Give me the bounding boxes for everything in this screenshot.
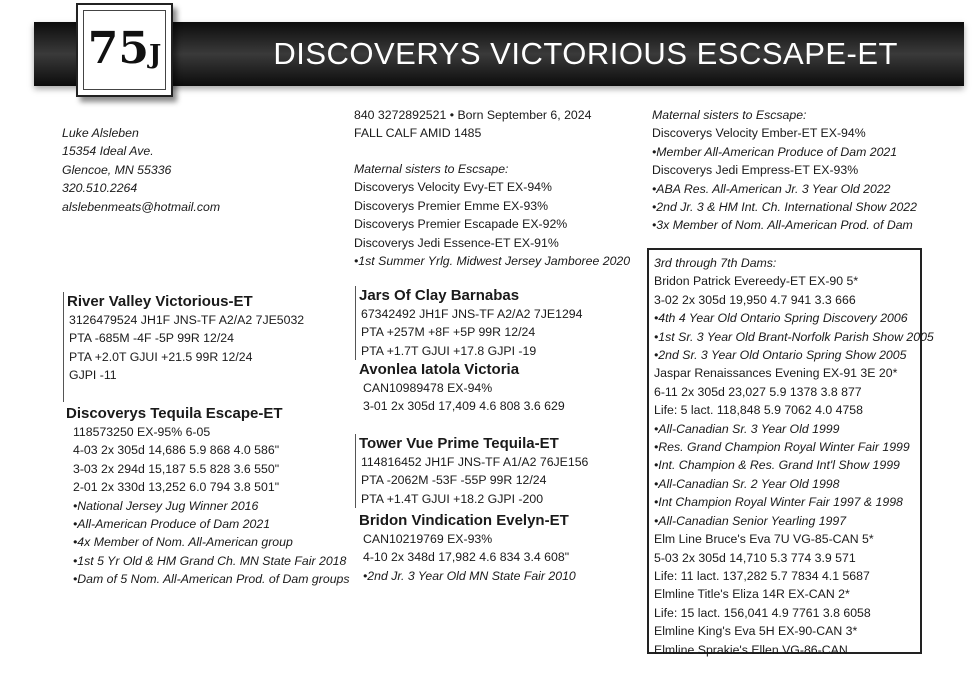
sire-detail-line: GJPI -11 [69, 368, 117, 383]
dams-sire-name: Tower Vue Prime Tequila-ET [359, 435, 559, 452]
dams-sire-detail-line: PTA -2062M -53F -55P 99R 12/24 [361, 473, 547, 488]
dams-detail-line: •Int. Champion & Res. Grand Int'l Show 1999 [654, 458, 900, 473]
consignor-name: Luke Alsleben [62, 126, 139, 140]
dams-dam-name: Bridon Vindication Evelyn-ET [359, 512, 569, 529]
extended-dams-box [647, 248, 934, 657]
dams-detail-line: •All-Canadian Senior Yearling 1997 [654, 513, 847, 528]
sires-sire-block [355, 286, 582, 360]
sister-line: Discoverys Jedi Essence-ET EX-91% [354, 235, 559, 250]
dams-detail-line: Jaspar Renaissances Evening EX-91 3E 20* [654, 366, 898, 381]
sister-line: Discoverys Premier Escapade EX-92% [354, 217, 568, 232]
sires-dam-details [359, 379, 565, 416]
dams-sire-detail-line: PTA +1.4T GJUI +18.2 GJPI -200 [361, 491, 544, 506]
dams-heading: 3rd through 7th Dams: [654, 256, 777, 270]
sister-line: Discoverys Velocity Ember-ET EX-94% [652, 126, 866, 141]
dams-detail-line: Life: 11 lact. 137,282 5.7 7834 4.1 5687 [654, 568, 870, 583]
calf-class-line: FALL CALF AMID 1485 [354, 126, 482, 141]
dam-detail-line: •National Jersey Jug Winner 2016 [73, 498, 259, 513]
calf-id-line: 840 3272892521 • Born September 6, 2024 [354, 108, 592, 122]
dams-detail-line: Elmline King's Eva 5H EX-90-CAN 3* [654, 624, 858, 639]
sire-detail-line: 3126479524 JH1F JNS-TF A2/A2 7JE5032 [69, 313, 305, 327]
dams-detail-line: Bridon Patrick Evereedy-ET EX-90 5* [654, 274, 859, 289]
dam-detail-line: 2-01 2x 330d 13,252 6.0 794 3.8 501" [73, 480, 280, 495]
dams-dam-block [359, 511, 576, 585]
consignor-block [62, 124, 220, 216]
sires-sire-detail-line: PTA +257M +8F +5P 99R 12/24 [361, 325, 536, 340]
dams-detail-line: •Res. Grand Champion Royal Winter Fair 1999 [654, 440, 910, 455]
dams-detail-line: Elm Line Bruce's Eva 7U VG-85-CAN 5* [654, 532, 874, 547]
dam-detail-line: 3-03 2x 294d 15,187 5.5 828 3.6 550" [73, 461, 280, 476]
dams-detail-line: Life: 5 lact. 118,848 5.9 7062 4.0 4758 [654, 403, 863, 418]
dams-detail-line: Life: 15 lact. 156,041 4.9 7761 3.8 6058 [654, 605, 871, 620]
sisters-heading: Maternal sisters to Escsape: [652, 108, 807, 122]
dams-detail-line: 6-11 2x 305d 23,027 5.9 1378 3.8 877 [654, 384, 862, 399]
sire-detail-line: PTA -685M -4F -5P 99R 12/24 [69, 331, 234, 346]
maternal-sisters-right [652, 106, 917, 235]
calf-info [354, 106, 591, 143]
sires-sire-detail-line: 67342492 JH1F JNS-TF A2/A2 7JE1294 [361, 307, 583, 321]
sire-details [67, 311, 304, 385]
sister-line: •2nd Jr. 3 & HM Int. Ch. International Show 2022 [652, 200, 917, 215]
dam-detail-line: 118573250 EX-95% 6-05 [73, 425, 211, 439]
dams-detail-line: •All-Canadian Sr. 2 Year Old 1998 [654, 476, 840, 491]
dam-block [63, 404, 350, 589]
consignor-phone: 320.510.2264 [62, 181, 138, 196]
dam-name: Discoverys Tequila Escape-ET [66, 405, 283, 422]
sister-line: •3x Member of Nom. All-American Prod. of Dam [652, 218, 913, 233]
sires-sire-name: Jars Of Clay Barnabas [359, 287, 520, 304]
sires-sire-detail-line: PTA +1.7T GJUI +17.8 GJPI -19 [361, 343, 537, 358]
dams-sire-details [359, 453, 588, 508]
dams-detail-line: •4th 4 Year Old Ontario Spring Discovery 2006 [654, 311, 908, 326]
lot-number: 75 [87, 23, 149, 74]
sister-line: Discoverys Premier Emme EX-93% [354, 198, 549, 213]
dams-sire-block [355, 434, 588, 508]
dams-detail-line: Elmline Title's Eliza 14R EX-CAN 2* [654, 587, 850, 602]
dams-detail-line: •2nd Sr. 3 Year Old Ontario Spring Show 2005 [654, 348, 907, 363]
sires-dam-detail-line: 3-01 2x 305d 17,409 4.6 808 3.6 629 [363, 399, 565, 414]
dams-detail-line: •1st Sr. 3 Year Old Brant-Norfolk Parish Show 2005 [654, 329, 934, 344]
title-banner [34, 22, 964, 86]
dams-detail-line: 5-03 2x 305d 14,710 5.3 774 3.9 571 [654, 550, 856, 565]
consignor-street: 15354 Ideal Ave. [62, 144, 154, 159]
dams-dam-details [359, 530, 576, 585]
sisters-list [652, 124, 917, 234]
sires-dam-detail-line: CAN10989478 EX-94% [363, 381, 493, 395]
lot-number-box [76, 3, 173, 97]
sires-sire-details [359, 305, 582, 360]
consignor-city: Glencoe, MN 55336 [62, 162, 172, 177]
maternal-sisters-middle [354, 160, 630, 270]
animal-title: DISCOVERYS VICTORIOUS ESCSAPE-ET [273, 36, 898, 71]
dams-detail-line: •All-Canadian Sr. 3 Year Old 1999 [654, 421, 840, 436]
dam-detail-line: •1st 5 Yr Old & HM Grand Ch. MN State Fair 2018 [73, 553, 347, 568]
dam-detail-line: 4-03 2x 305d 14,686 5.9 868 4.0 586" [73, 443, 280, 458]
dams-detail-line: Elmline Sprakie's Ellen VG-86-CAN [654, 642, 848, 657]
dams-detail-line: •Int Champion Royal Winter Fair 1997 & 1998 [654, 495, 903, 510]
sisters-heading: Maternal sisters to Escsape: [354, 162, 509, 176]
sister-line: •1st Summer Yrlg. Midwest Jersey Jamboree 2020 [354, 254, 631, 269]
consignor-email: alslebenmeats@hotmail.com [62, 199, 221, 214]
sire-detail-line: PTA +2.0T GJUI +21.5 99R 12/24 [69, 349, 253, 364]
dam-detail-line: •Dam of 5 Nom. All-American Prod. of Dam groups [73, 572, 350, 587]
lot-suffix: J [148, 40, 162, 70]
sister-line: •ABA Res. All-American Jr. 3 Year Old 2022 [652, 181, 891, 196]
lot-number-frame [83, 10, 166, 90]
sisters-list [354, 178, 630, 270]
sister-line: Discoverys Velocity Evy-ET EX-94% [354, 180, 552, 195]
dam-detail-line: •4x Member of Nom. All-American group [73, 535, 293, 550]
sires-dam-block [359, 360, 565, 416]
dam-detail-line: •All-American Produce of Dam 2021 [73, 517, 271, 532]
sister-line: Discoverys Jedi Empress-ET EX-93% [652, 163, 859, 178]
dam-details [66, 423, 350, 589]
sister-line: •Member All-American Produce of Dam 2021 [652, 144, 898, 159]
sire-name: River Valley Victorious-ET [67, 293, 253, 310]
dams-dam-detail-line: CAN10219769 EX-93% [363, 532, 493, 546]
sire-block [63, 292, 304, 402]
dams-dam-detail-line: 4-10 2x 348d 17,982 4.6 834 3.4 608" [363, 550, 570, 565]
dams-sire-detail-line: 114816452 JH1F JNS-TF A1/A2 76JE156 [361, 455, 589, 469]
sires-dam-name: Avonlea Iatola Victoria [359, 361, 520, 378]
dams-dam-detail-line: •2nd Jr. 3 Year Old MN State Fair 2010 [363, 568, 576, 583]
dams-detail-line: 3-02 2x 305d 19,950 4.7 941 3.3 666 [654, 292, 856, 307]
dams-list [654, 272, 934, 659]
